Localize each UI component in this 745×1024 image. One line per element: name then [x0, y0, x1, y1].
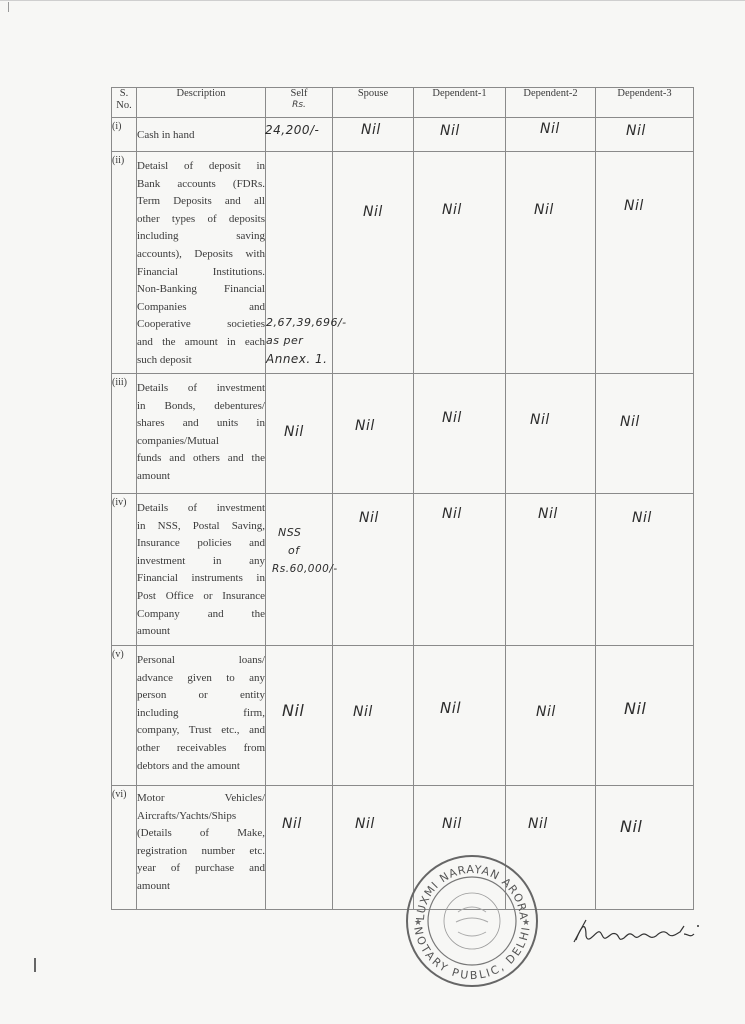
- handwritten-value: Nil: [534, 202, 554, 218]
- description-line: other types of deposits: [137, 212, 265, 225]
- description-line: (Details of Make,: [137, 827, 265, 840]
- cell-spouse: [333, 152, 414, 374]
- header-row: [112, 88, 694, 118]
- header-spouse: Spouse: [333, 88, 414, 118]
- description-line: advance given to any: [137, 671, 265, 684]
- cell-self: [266, 152, 347, 374]
- handwritten-value: Nil: [624, 198, 644, 214]
- handwritten-value: Nil: [540, 121, 560, 137]
- handwritten-value: Nil: [361, 122, 381, 138]
- handwritten-value: Nil: [355, 816, 375, 832]
- stamp-top-text: LUXMI NARAYAN ARORA: [413, 862, 531, 921]
- cell-spouse: [333, 646, 414, 786]
- description-line: company, Trust etc., and: [137, 724, 265, 737]
- description-line: amount: [137, 625, 170, 638]
- handwritten-line: Annex. 1.: [266, 352, 328, 366]
- handwritten-value: Nil: [624, 699, 647, 718]
- row-sno: (ii): [112, 152, 137, 374]
- handwritten-value: Nil: [528, 816, 548, 832]
- cell-dependent-1: [414, 494, 506, 646]
- header-description: Description: [137, 88, 266, 118]
- description-line: including firm,: [137, 706, 265, 719]
- description-line: year of purchase and: [137, 862, 265, 875]
- handwritten-value: Nil: [440, 699, 462, 717]
- handwritten-note: [272, 524, 338, 578]
- cell-dependent-1: [414, 374, 506, 494]
- handwritten-value: Nil: [282, 701, 305, 720]
- description-line: Aircrafts/Yachts/Ships: [137, 809, 237, 822]
- description-line: Details of investment: [137, 502, 265, 514]
- description-line: registration number etc.: [137, 844, 265, 857]
- handwritten-value: Nil: [620, 414, 640, 430]
- handwritten-value: Nil: [282, 816, 302, 832]
- description-line: Motor Vehicles/: [137, 792, 265, 804]
- description-line: investment in any: [137, 554, 265, 567]
- cell-dependent-2: [506, 646, 596, 786]
- description-line: other receivables from: [137, 741, 265, 754]
- row-sno: (vi): [112, 786, 137, 910]
- description-line: amount: [137, 469, 170, 482]
- cell-dependent-2: [506, 152, 596, 374]
- handwritten-value: Nil: [442, 506, 462, 522]
- description-line: Detaisl of deposit in: [137, 160, 265, 172]
- handwritten-value: Nil: [632, 510, 652, 526]
- table-row: [112, 118, 694, 152]
- cell-dependent-3: [596, 786, 694, 910]
- handwritten-value: 24,200/-: [265, 123, 320, 137]
- description-line: in Bonds, debentures/: [137, 399, 265, 412]
- notary-stamp: [402, 852, 542, 990]
- cell-spouse: [333, 374, 414, 494]
- cell-dependent-2: [506, 374, 596, 494]
- description-line: and the amount in each: [137, 335, 265, 348]
- handwritten-value: Nil: [355, 418, 375, 434]
- cell-dependent-3: [596, 118, 694, 152]
- header-sno: S. No.: [112, 88, 137, 118]
- cell-spouse: [333, 494, 414, 646]
- stamp-seal-emblem: [456, 907, 488, 936]
- description-line: including saving: [137, 230, 265, 243]
- row-sno: (iii): [112, 374, 137, 494]
- handwritten-value: Nil: [442, 816, 462, 832]
- handwritten-value: Nil: [442, 202, 462, 218]
- cell-dependent-3: [596, 646, 694, 786]
- handwritten-value: Nil: [620, 817, 643, 836]
- header-self-label: Self: [290, 88, 308, 99]
- row-sno: (iv): [112, 494, 137, 646]
- cell-dependent-2: [506, 494, 596, 646]
- cell-self: [266, 374, 333, 494]
- handwritten-value: Nil: [353, 704, 373, 720]
- header-self-unit: Rs.: [292, 100, 306, 110]
- handwritten-value: Nil: [530, 412, 550, 428]
- row-sno: (v): [112, 646, 137, 786]
- signature: [572, 912, 722, 952]
- row-description: [137, 646, 266, 786]
- handwritten-value: Nil: [284, 424, 304, 440]
- description-line: funds and others and the: [137, 452, 265, 465]
- description-line: Cash in hand: [137, 129, 195, 141]
- cell-dependent-2: [506, 118, 596, 152]
- cell-dependent-1: [414, 646, 506, 786]
- row-description: [137, 152, 266, 374]
- cell-self: [266, 786, 333, 910]
- stamp-star: ★: [522, 918, 531, 928]
- row-description: [137, 494, 266, 646]
- handwritten-line: NSS: [278, 526, 302, 539]
- description-line: Bank accounts (FDRs.: [137, 177, 265, 190]
- handwritten-line: as per: [266, 334, 304, 347]
- handwritten-line: of: [288, 544, 300, 557]
- cell-dependent-3: [596, 374, 694, 494]
- description-line: Companies and: [137, 300, 265, 313]
- cell-self: [266, 494, 338, 646]
- description-line: person or entity: [137, 689, 265, 702]
- description-line: Personal loans/: [137, 654, 265, 666]
- table-row: [112, 152, 694, 374]
- description-line: Insurance policies and: [137, 537, 265, 550]
- description-line: debtors and the amount: [137, 759, 240, 772]
- corner-mark: [8, 2, 9, 12]
- header-dependent-1: Dependent-1: [414, 88, 506, 118]
- handwritten-line: 2,67,39,696/-: [266, 316, 347, 329]
- description-line: Term Deposits and all: [137, 195, 265, 208]
- stamp-bottom-text: NOTARY PUBLIC, DELHI: [411, 925, 533, 983]
- description-line: Non-Banking Financial: [137, 283, 265, 296]
- header-self: [266, 88, 333, 118]
- description-line: in NSS, Postal Saving,: [137, 519, 265, 532]
- cell-dependent-3: [596, 494, 694, 646]
- margin-mark: [34, 958, 36, 972]
- row-description: [137, 118, 266, 152]
- description-line: Financial instruments in: [137, 572, 265, 585]
- description-line: accounts), Deposits with: [137, 247, 265, 260]
- handwritten-value: Nil: [442, 410, 462, 426]
- description-line: Company and the: [137, 607, 265, 620]
- cell-spouse: [333, 118, 414, 152]
- assets-declaration-table: [111, 87, 694, 910]
- cell-dependent-3: [596, 152, 694, 374]
- cell-dependent-1: [414, 152, 506, 374]
- handwritten-value: Nil: [363, 204, 383, 220]
- description-line: companies/Mutual: [137, 434, 219, 447]
- handwritten-value: Nil: [536, 704, 556, 720]
- handwritten-line: Rs.60,000/-: [272, 563, 338, 575]
- row-sno: (i): [112, 118, 137, 152]
- handwritten-value: Nil: [626, 123, 646, 139]
- table-row: [112, 646, 694, 786]
- header-dependent-3: Dependent-3: [596, 88, 694, 118]
- table-row: [112, 494, 694, 646]
- description-line: Cooperative societies: [137, 318, 265, 331]
- cell-self: [266, 118, 333, 152]
- description-line: shares and units in: [137, 417, 265, 430]
- handwritten-value: Nil: [538, 506, 558, 522]
- description-line: amount: [137, 879, 170, 892]
- cell-dependent-1: [414, 118, 506, 152]
- description-line: Details of investment: [137, 382, 265, 394]
- stamp-star: ★: [414, 918, 423, 928]
- handwritten-value: Nil: [359, 510, 379, 526]
- description-line: such deposit: [137, 353, 192, 366]
- cell-self: [266, 646, 333, 786]
- header-dependent-2: Dependent-2: [506, 88, 596, 118]
- description-line: Post Office or Insurance: [137, 589, 265, 602]
- description-line: Financial Institutions.: [137, 265, 265, 278]
- table-row: [112, 374, 694, 494]
- row-description: [137, 786, 266, 910]
- row-description: [137, 374, 266, 494]
- handwritten-value: Nil: [440, 123, 460, 139]
